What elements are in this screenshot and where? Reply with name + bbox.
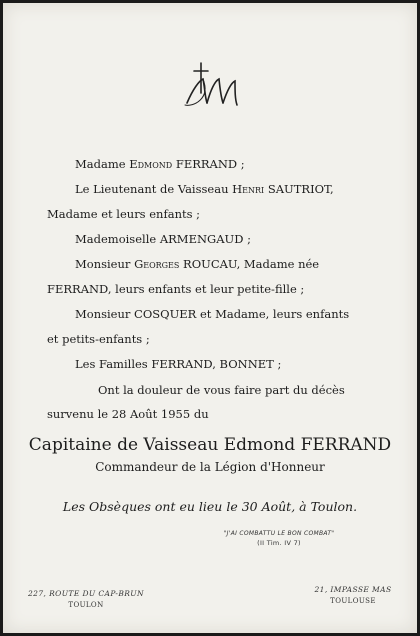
deceased-title: Commandeur de la Légion d'Honneur <box>95 460 325 474</box>
cross-monogram-logo <box>181 59 241 111</box>
family-line-5-suffix: ROUCAU, Madame née <box>179 257 320 271</box>
scripture-reference: (II Tim. IV 7) <box>257 539 301 547</box>
family-line-5-prefix: Monsieur <box>75 257 135 271</box>
family-line-2-prefix: Le Lieutenant de Vaisseau <box>75 182 233 196</box>
family-line-1-firstname: Edmond <box>129 157 173 171</box>
family-line-2-suffix: SAUTRIOT, <box>264 182 334 196</box>
family-line-6 <box>47 284 304 296</box>
family-line-2 <box>75 184 334 196</box>
scripture-quote <box>199 530 359 547</box>
family-line-9 <box>75 359 281 371</box>
family-line-1-prefix: Madame <box>75 157 130 171</box>
announcement-line-2-text: survenu le 28 Août 1955 du <box>47 407 209 421</box>
scripture-quote-text: "J'AI COMBATTU LE BON COMBAT" <box>223 530 335 537</box>
announcement-line-2 <box>47 409 209 421</box>
family-line-7-text: Monsieur COSQUER et Madame, leurs enfants <box>75 307 350 321</box>
family-line-9-text: Les Familles FERRAND, BONNET ; <box>75 357 282 371</box>
announcement-line-1 <box>98 385 345 397</box>
family-line-3 <box>47 209 200 221</box>
family-line-8-text: et petits-enfants ; <box>47 332 150 346</box>
announcement-line-1-text: Ont la douleur de vous faire part du décès <box>98 383 345 397</box>
family-line-1 <box>75 159 245 171</box>
address-right-street: 21, IMPASSE MAS <box>314 585 392 594</box>
family-line-8 <box>47 334 150 346</box>
family-line-7 <box>75 309 349 321</box>
address-left <box>21 589 151 609</box>
address-left-city: TOULON <box>68 601 104 609</box>
funeral-notice-card <box>3 3 417 633</box>
family-line-1-suffix: FERRAND ; <box>172 157 245 171</box>
deceased-name: Capitaine de Vaisseau Edmond FERRAND <box>28 435 392 455</box>
family-line-4 <box>75 234 251 246</box>
family-line-4-text: Mademoiselle ARMENGAUD ; <box>75 232 251 246</box>
family-line-2-firstname: Henri <box>232 182 265 196</box>
family-line-6-text: FERRAND, leurs enfants et leur petite-fille ; <box>47 282 305 296</box>
funeral-note: Les Obsèques ont eu lieu le 30 Août, à Toulon. <box>62 499 358 514</box>
family-line-5 <box>75 259 319 271</box>
address-right <box>303 585 403 605</box>
family-line-5-firstname: Georges <box>134 257 180 271</box>
family-line-3-text: Madame et leurs enfants ; <box>47 207 201 221</box>
address-right-city: TOULOUSE <box>330 597 376 605</box>
address-left-street: 227, ROUTE DU CAP-BRUN <box>28 589 144 598</box>
